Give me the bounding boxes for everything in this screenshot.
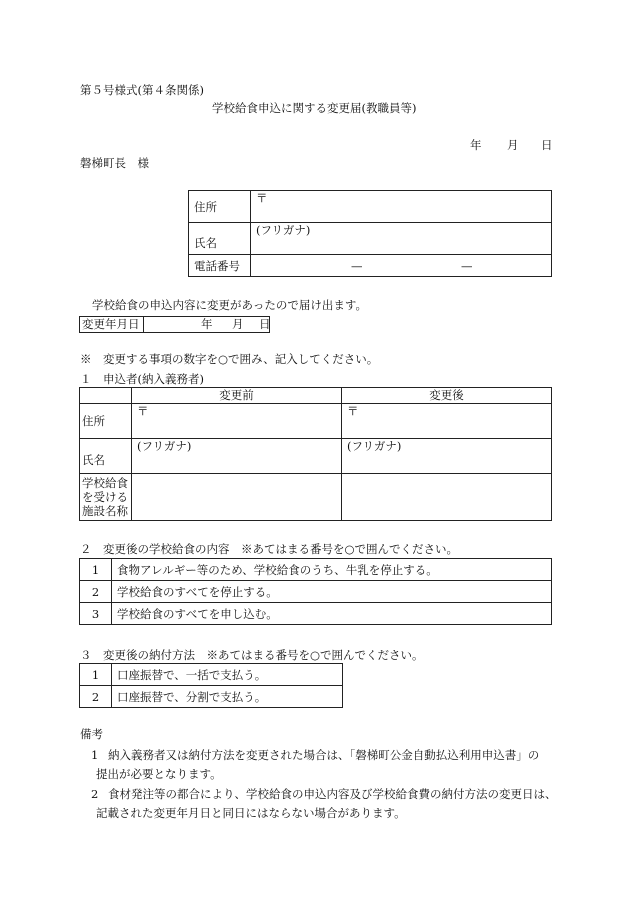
facility-after-field[interactable] [342, 474, 552, 521]
facility-before-field[interactable] [132, 474, 342, 521]
intro-text: 学校給食の申込内容に変更があったので届け出ます。 [92, 298, 367, 312]
applicant-name-label: 氏名 [189, 223, 251, 255]
postal-mark: 〒 [256, 191, 268, 205]
payment-option-text: 口座振替で、一括で支払う。 [112, 664, 343, 686]
facility-label-line: 施設名称 [82, 504, 128, 518]
section2-heading: ２ 変更後の学校給食の内容 ※あてはまる番号を○で囲んでください。 [80, 542, 459, 556]
applicant-table [188, 190, 552, 277]
payment-option-text: 口座振替で、分割で支払う。 [112, 686, 343, 708]
instruction: ※ 変更する事項の数字を○で囲み、記入してください。 [80, 352, 379, 366]
page-title: 学校給食申込に関する変更届(教職員等) [212, 101, 417, 115]
change-date-year: 年 [201, 317, 213, 331]
remarks-heading: 備考 [80, 727, 103, 741]
remark-text-line1: 食材発注等の都合により、学校給食の申込内容及び学校給食費の納付方法の変更日は、 [108, 787, 557, 801]
section1-heading: １ 申込者(納入義務者) [80, 372, 204, 386]
remark-number: 1 [91, 748, 99, 762]
postal-mark-before: 〒 [137, 404, 149, 418]
applicant-address-field[interactable] [251, 191, 552, 223]
remark-text-line1: 納入義務者又は納付方法を変更された場合は、「磐梯町公金自動払込利用申込書」の [108, 748, 540, 762]
section3-heading: ３ 変更後の納付方法 ※あてはまる番号を○で囲んでください。 [80, 648, 424, 662]
date-year: 年 [470, 138, 482, 152]
meal-options-table [79, 558, 552, 625]
applicant-phone-label: 電話番号 [189, 255, 251, 277]
meal-option-number[interactable]: 2 [80, 581, 112, 603]
phone-separator-2: — [461, 259, 473, 273]
meal-option-number[interactable]: 1 [80, 559, 112, 581]
row-address-label: 住所 [80, 404, 132, 439]
facility-label-line: 学校給食 [82, 476, 128, 490]
addressee: 磐梯町長 様 [80, 156, 149, 170]
payment-option-number[interactable]: 1 [80, 664, 112, 686]
address-before-field[interactable] [132, 404, 342, 439]
remark-number: 2 [91, 787, 99, 801]
name-after-field[interactable] [342, 439, 552, 474]
date-day: 日 [541, 138, 553, 152]
applicant-phone-field[interactable] [251, 255, 552, 277]
row-facility-label [80, 474, 132, 521]
remark-text-line2: 提出が必要となります。 [96, 767, 222, 781]
header-before: 変更前 [132, 388, 342, 404]
meal-option-text: 学校給食のすべてを停止する。 [112, 581, 552, 603]
form-number: 第５号様式(第４条関係) [80, 83, 204, 97]
applicant-name-field[interactable] [251, 223, 552, 255]
change-date-label: 変更年月日 [80, 317, 144, 333]
meal-option-number[interactable]: 3 [80, 603, 112, 625]
header-empty [80, 388, 132, 404]
change-date-field[interactable] [144, 317, 270, 333]
header-after: 変更後 [342, 388, 552, 404]
address-after-field[interactable] [342, 404, 552, 439]
payment-option-number[interactable]: 2 [80, 686, 112, 708]
change-date-day: 日 [259, 317, 271, 331]
furigana-before: (フリガナ) [137, 439, 192, 453]
facility-label-line: を受ける [82, 490, 128, 504]
applicant-change-table [79, 387, 552, 521]
furigana-after: (フリガナ) [347, 439, 402, 453]
phone-separator-1: — [351, 259, 363, 273]
meal-option-text: 食物アレルギー等のため、学校給食のうち、牛乳を停止する。 [112, 559, 552, 581]
date-month: 月 [507, 138, 519, 152]
change-date-month: 月 [232, 317, 244, 331]
payment-options-table [79, 663, 343, 708]
applicant-address-label: 住所 [189, 191, 251, 223]
row-name-label: 氏名 [80, 439, 132, 474]
change-date-table [79, 316, 270, 333]
remark-text-line2: 記載された変更年月日と同日にはならない場合があります。 [96, 806, 406, 820]
furigana-label: (フリガナ) [256, 223, 311, 237]
postal-mark-after: 〒 [347, 404, 359, 418]
meal-option-text: 学校給食のすべてを申し込む。 [112, 603, 552, 625]
name-before-field[interactable] [132, 439, 342, 474]
